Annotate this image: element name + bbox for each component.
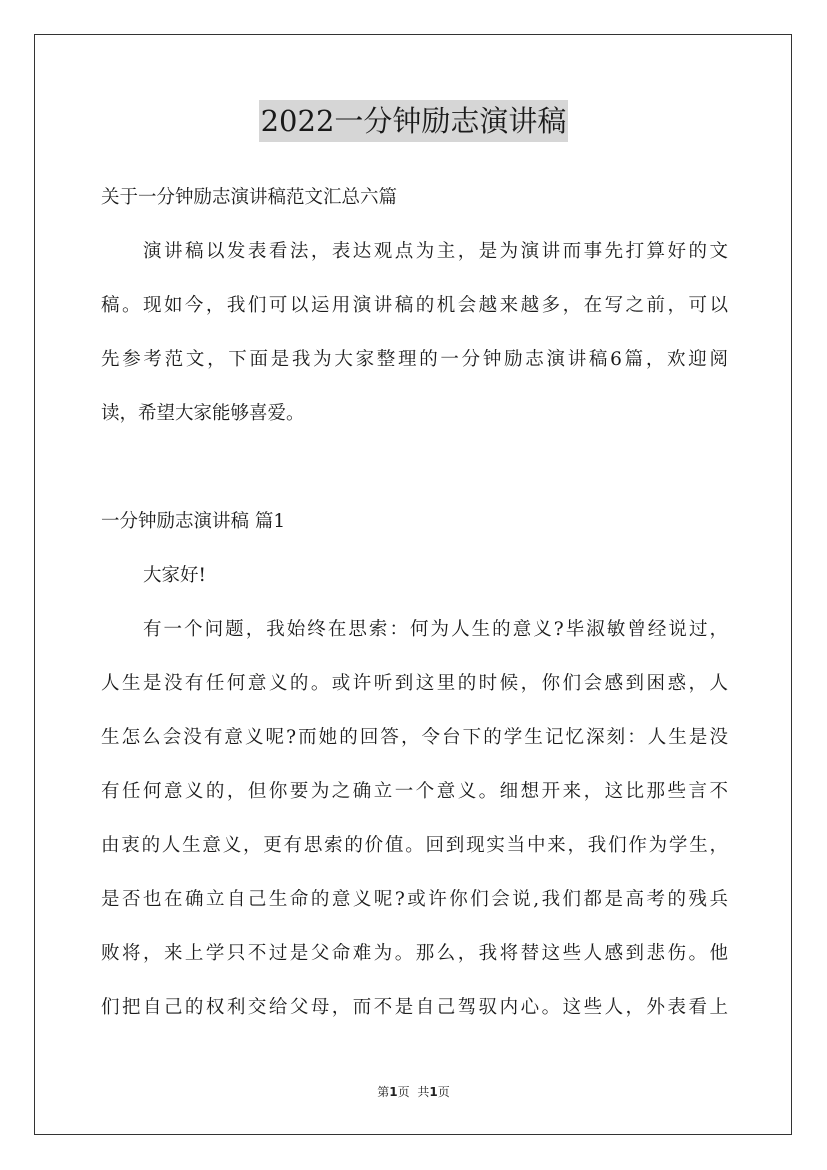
page-footer [0,1083,827,1100]
document-body [101,171,728,1035]
total-suffix: 页 [437,1085,450,1099]
greeting: 大家好! [143,565,206,586]
total-prefix: 共 [417,1085,430,1099]
body-line-2: 人生是没有任何意义的。或许听到这里的时候，你们会感到困惑，人 [101,673,728,694]
intro-line-1: 演讲稿以发表看法，表达观点为主，是为演讲而事先打算好的文 [143,241,728,262]
title-container [0,100,827,142]
intro-line-4: 读，希望大家能够喜爱。 [101,403,305,424]
section-heading: 一分钟励志演讲稿 篇1 [101,511,286,532]
body-line-7: 败将，来上学只不过是父命难为。那么，我将替这些人感到悲伤。他 [101,943,728,964]
body-line-5: 由衷的人生意义，更有思索的价值。回到现实当中来，我们作为学生， [101,835,728,856]
body-line-8: 们把自己的权利交给父母，而不是自己驾驭内心。这些人，外表看上 [101,997,728,1018]
page-number: 1 [389,1085,398,1099]
page-prefix: 第 [377,1085,390,1099]
document-title: 2022一分钟励志演讲稿 [259,100,569,142]
page-suffix: 页 [397,1085,410,1099]
body-line-3: 生怎么会没有意义呢?而她的回答，令台下的学生记忆深刻：人生是没 [101,727,728,748]
intro-line-3: 先参考范文，下面是我为大家整理的一分钟励志演讲稿6篇，欢迎阅 [101,349,728,370]
body-line-6: 是否也在确立自己生命的意义呢?或许你们会说,我们都是高考的残兵 [101,889,728,910]
document-subtitle: 关于一分钟励志演讲稿范文汇总六篇 [101,187,398,208]
blank-line [101,441,728,495]
body-line-1: 有一个问题，我始终在思索：何为人生的意义?毕淑敏曾经说过， [143,619,728,640]
intro-line-2: 稿。现如今，我们可以运用演讲稿的机会越来越多，在写之前，可以 [101,295,728,316]
body-line-4: 有任何意义的，但你要为之确立一个意义。细想开来，这比那些言不 [101,781,728,802]
total-pages: 1 [429,1085,438,1099]
